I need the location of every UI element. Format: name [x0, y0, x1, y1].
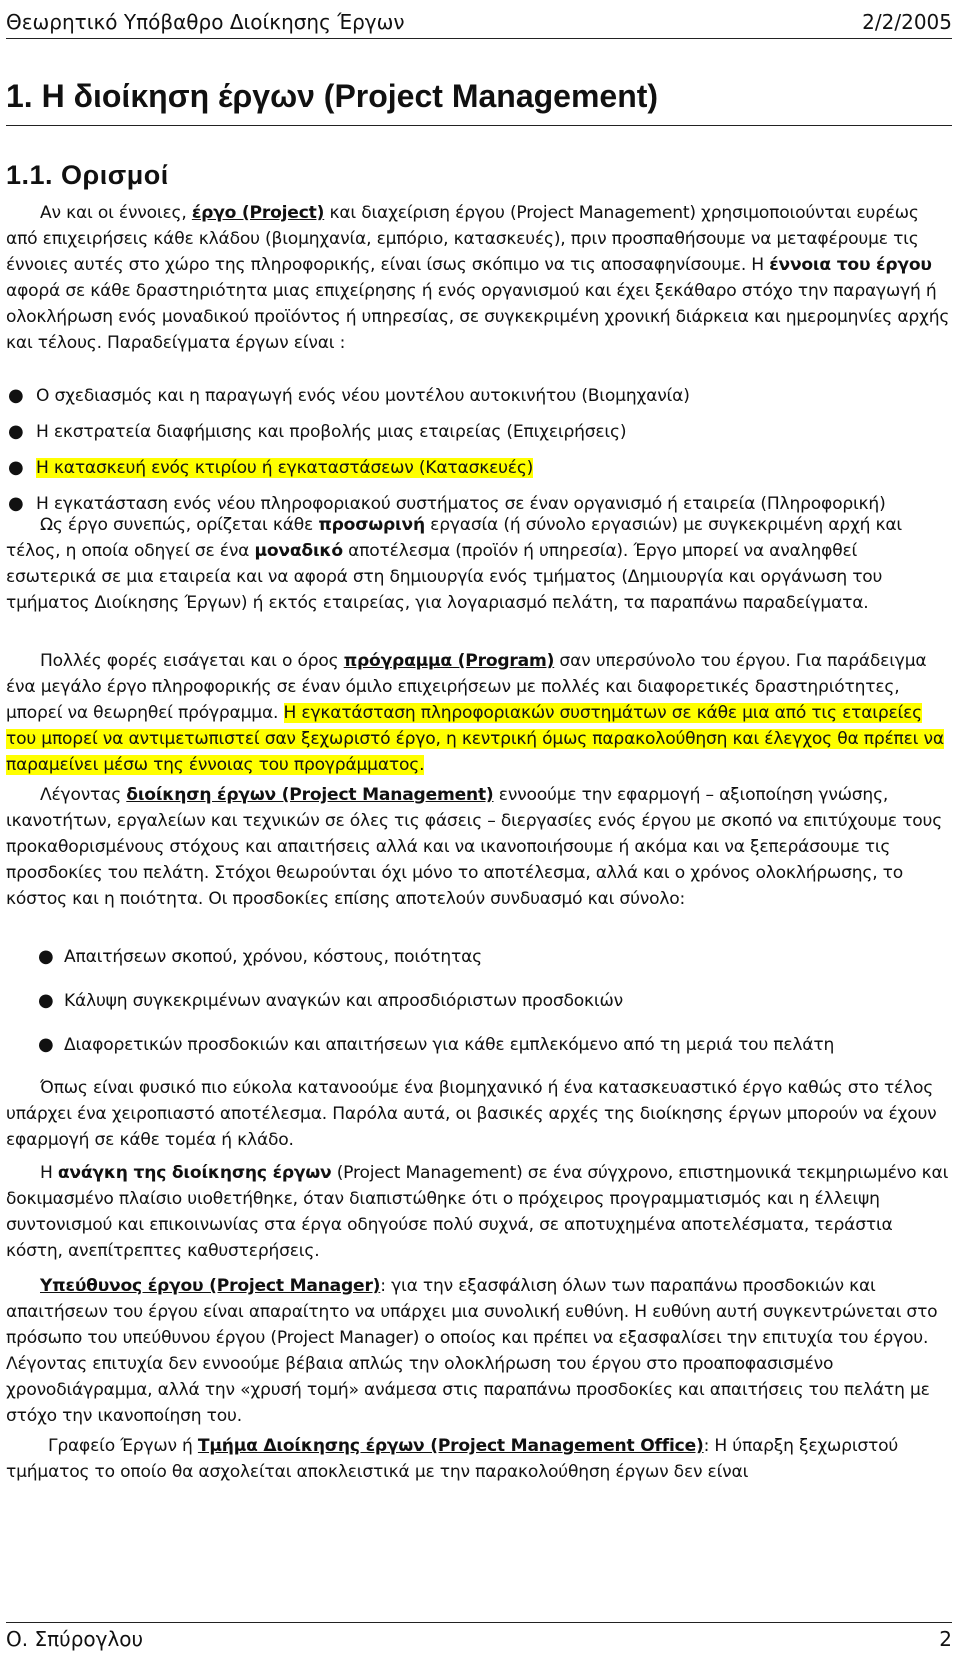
paragraph-need: [6, 1160, 952, 1264]
examples-list: [6, 383, 952, 527]
bullet-icon: ●: [8, 457, 24, 478]
list-item-text: Ο σχεδιασμός και η παραγωγή ενός νέου μοντέλου αυτοκινήτου (Βιομηχανία): [36, 386, 690, 406]
page-number: 2: [939, 1627, 952, 1651]
footer-author: Ο. Σπύρογλου: [6, 1627, 144, 1651]
list-item: [6, 419, 952, 445]
header-title: Θεωρητικό Υπόβαθρο Διοίκησης Έργων: [6, 10, 405, 34]
text-run: : Η ύπαρξη ξεχωριστού τμήματος το οποίο θα ασχολείται αποκλειστικά με την παρακολούθηση έργων δεν είναι: [6, 1436, 899, 1482]
term-pmo: Τμήμα Διοίκησης έργων (Project Management Office): [197, 1436, 704, 1456]
paragraph-project-manager: [6, 1273, 952, 1429]
paragraph-text: Όπως είναι φυσικό πιο εύκολα κατανοούμε ένα βιομηχανικό ή ένα κατασκευαστικό έργο καθώς στο τέλος υπάρχει ένα χειροπιαστό αποτέλεσμα. Παρόλα αυτά, οι βασικές αρχές της διοίκησης έργων μπορούν να έχουν εφαρμογή σε κάθε τομέα ή κλάδο.: [6, 1078, 937, 1150]
page-header: [6, 0, 952, 39]
list-item: [6, 944, 952, 970]
text-run: αποτέλεσμα (προϊόν ή υπηρεσία). Έργο μπορεί να αναληφθεί εσωτερικά σε μια εταιρεία και να αφορά στη δημιουργία ενός τμήματος (Δημιουργία και οργάνωση του τμήματος Διοίκησης Έργων) ή εκτός εταιρείας, για λογαριασμό πελάτη, τα παραπάνω παραδείγματα.: [6, 541, 883, 613]
paragraph-program: [6, 648, 952, 778]
text-run: εννοούμε την εφαρμογή – αξιοποίηση γνώσης, ικανοτήτων, εργαλείων και τεχνικών σε όλες τις φάσεις – διεργασίες ενός έργου με σκοπό να επιτύχουμε τους προκαθορισμένους στόχους και απαιτήσεις αλλά και να ικανοποιήσουμε ή ακόμα και να ξεπεράσουμε τις προσδοκίες του πελάτη. Στόχοι θεωρούνται όχι μόνο το αποτέλεσμα, αλλά και ο χρόνος ολοκλήρωσης, το κόστος και η ποιότητα. Οι προσδοκίες επίσης αποτελούν συνδυασμό και σύνολο:: [6, 785, 943, 909]
term-program: πρόγραμμα (Program): [343, 651, 555, 671]
paragraph-project-management: [6, 782, 952, 912]
bullet-icon: ●: [38, 1034, 54, 1055]
term-project-management: διοίκηση έργων (Project Management): [126, 785, 494, 805]
heading-rule: [6, 125, 952, 126]
list-item-text: Κάλυψη συγκεκριμένων αναγκών και απροσδιόριστων προσδοκιών: [64, 991, 623, 1011]
text-run: Λέγοντας: [40, 785, 127, 805]
list-item: [6, 455, 952, 481]
highlighted-text: Η εγκατάσταση πληροφοριακών συστημάτων σε κάθε μια από τις εταιρείες του μπορεί να αντιμετωπιστεί σαν ξεχωριστό έργο, η κεντρική όμως παρακολούθηση και έλεγχος θα πρέπει να παραμείνει μέσω της έννοιας του προγράμματος.: [6, 703, 944, 775]
list-item: [6, 1032, 884, 1058]
term-project-manager: Υπεύθυνος έργου (Project Manager): [40, 1276, 381, 1296]
paragraph-project-definition: [6, 512, 952, 616]
list-item: [6, 383, 952, 409]
text-run: Πολλές φορές εισάγεται και ο όρος: [40, 651, 344, 671]
bullet-icon: ●: [38, 946, 54, 967]
term-need: ανάγκη της διοίκησης έργων: [57, 1163, 332, 1183]
paragraph-pmo: [6, 1433, 952, 1485]
list-item-text-highlighted: Η κατασκευή ενός κτιρίου ή εγκαταστάσεων (Κατασκευές): [36, 458, 534, 478]
text-run: εργασία (ή σύνολο εργασιών) με συγκεκριμένη αρχή και τέλος, η οποία οδηγεί σε ένα: [6, 515, 903, 561]
page-footer: [6, 1622, 952, 1651]
text-run: Αν και οι έννοιες,: [40, 203, 192, 223]
text-run: και διαχείριση έργου (Project Management) χρησιμοποιούνται ευρέως από επιχειρήσεις κάθε κλάδου (βιομηχανία, εμπόριο, κατασκευές), πριν προσπαθήσουμε να μεταφέρουμε τις έννοιες αυτές στο χώρο της πληροφορικής, είναι ίσως σκόπιμο να τις αποσαφηνίσουμε. Η: [6, 203, 919, 275]
subsection-heading: 1.1. Ορισμοί: [6, 160, 169, 190]
bullet-icon: ●: [8, 493, 24, 514]
list-item: [6, 988, 952, 1014]
term-unique: μοναδικό: [254, 541, 343, 561]
bullet-icon: ●: [8, 421, 24, 442]
expectations-list: [6, 944, 952, 1076]
term-project-concept: έννοια του έργου: [769, 255, 932, 275]
term-temporary: προσωρινή: [318, 515, 425, 535]
text-run: αφορά σε κάθε δραστηριότητα μιας επιχείρησης ή ενός οργανισμού και έχει ξεκάθαρο στόχο την παραγωγή ή ολοκλήρωση ενός μοναδικού προϊόντος ή υπηρεσίας, σε συγκεκριμένη χρονική διάρκεια και ημερομηνίες αρχής και τέλους. Παραδείγματα έργων είναι :: [6, 281, 950, 353]
text-run: Γραφείο Έργων ή: [48, 1436, 198, 1456]
list-item-text: Η εκστρατεία διαφήμισης και προβολής μιας εταιρείας (Επιχειρήσεις): [36, 422, 627, 442]
text-run: Ως έργο συνεπώς, ορίζεται κάθε: [40, 515, 319, 535]
term-project: έργο (Project): [191, 203, 325, 223]
text-run: Η: [40, 1163, 58, 1183]
text-run: σαν υπερσύνολο του έργου. Για παράδειγμα ένα μεγάλο έργο πληροφορικής σε έναν όμιλο επιχειρήσεων με πολλές και διαφορετικές δραστηριότητες, μπορεί να θεωρηθεί πρόγραμμα.: [6, 651, 927, 723]
list-item-text: Απαιτήσεων σκοπού, χρόνου, κόστους, ποιότητας: [64, 947, 482, 967]
paragraph-definitions: [6, 200, 952, 356]
list-item-text: Διαφορετικών προσδοκιών και απαιτήσεων για κάθε εμπλεκόμενο από τη μεριά του πελάτη: [64, 1035, 835, 1055]
header-date: 2/2/2005: [862, 10, 952, 34]
section-heading: 1. Η διοίκηση έργων (Project Management): [6, 78, 659, 114]
text-run: : για την εξασφάλιση όλων των παραπάνω προσδοκιών και απαιτήσεων του έργου είναι απαραίτητο να υπάρχει μια συνολική ευθύνη. Η ευθύνη αυτή συγκεντρώνεται στο πρόσωπο του υπεύθυνου έργου (Project Manager) ο οποίος και πρέπει να εξασφαλίσει την επιτυχία του έργου. Λέγοντας επιτυχία δεν εννοούμε βέβαια απλώς την ολοκλήρωση του έργου στο προαποφασισμένο χρονοδιάγραμμα, αλλά την «χρυσή τομή» ανάμεσα στις παραπάνω προσδοκίες και απαιτήσεις του πελάτη με στόχο την ικανοποίηση του.: [6, 1276, 938, 1426]
list-item-text: Η εγκατάσταση ενός νέου πληροφοριακού συστήματος σε έναν οργανισμό ή εταιρεία (Πληροφορική): [36, 494, 886, 514]
bullet-icon: ●: [38, 990, 54, 1011]
text-run: (Project Management) σε ένα σύγχρονο, επιστημονικά τεκμηριωμένο και δοκιμασμένο πλαίσιο υιοθετήθηκε, όταν διαπιστώθηκε ότι ο πρόχειρος προγραμματισμός και η έλλειψη συντονισμού και επικοινωνίας στα έργα οδηγούσε πολύ συχνά, σε αποτυχημένα αποτελέσματα, τεράστια κόστη, ανεπίτρεπτες καθυστερήσεις.: [6, 1163, 949, 1261]
bullet-icon: ●: [8, 385, 24, 406]
paragraph-examples-note: [6, 1075, 952, 1153]
